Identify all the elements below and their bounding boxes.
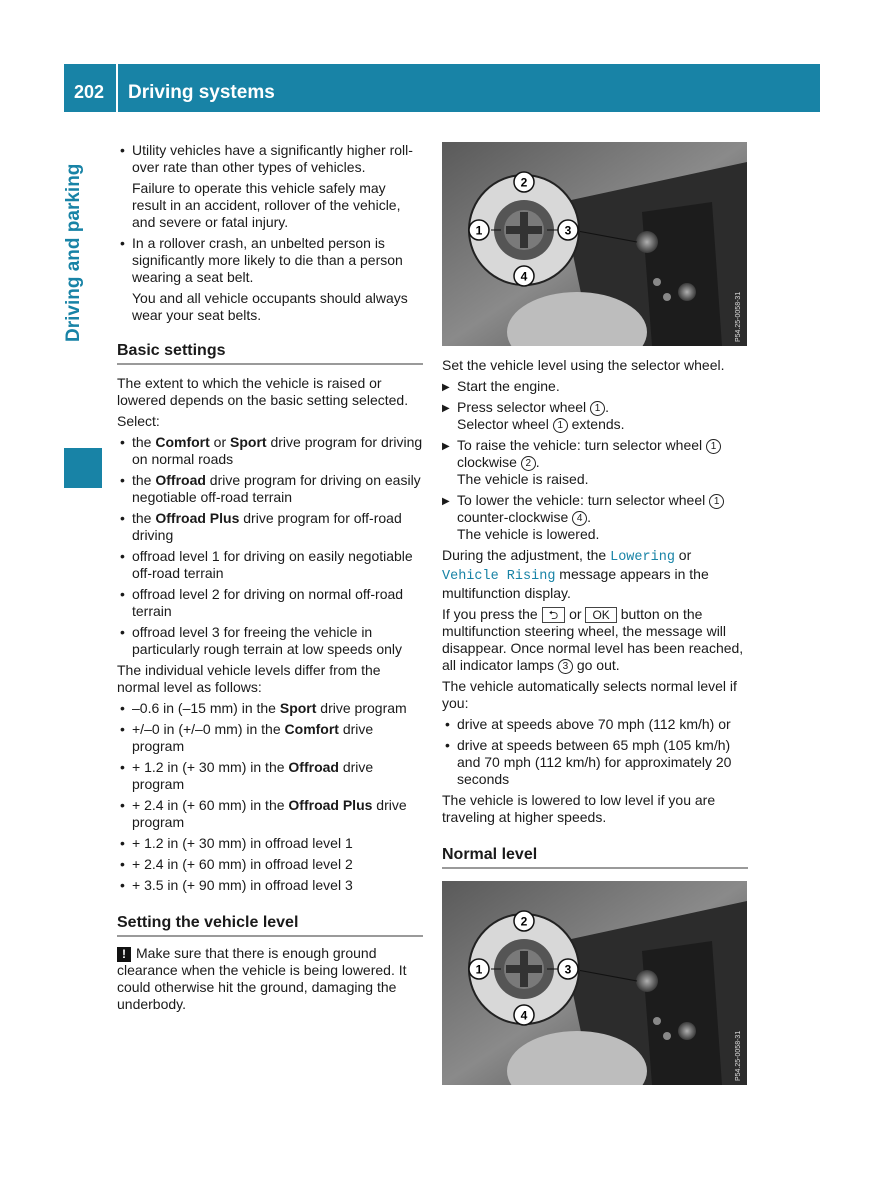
list-item: • drive at speeds above 70 mph (112 km/h) or: [442, 716, 748, 733]
callout-ref-3: 3: [558, 659, 573, 674]
callout-4: 4: [520, 1008, 528, 1023]
callout-ref-1: 1: [709, 494, 724, 509]
callout-ref-4: 4: [572, 511, 587, 526]
callout-2: 2: [520, 914, 528, 929]
step-item: ▶ Press selector wheel 1 . Selector wheel 1 extends.: [442, 399, 748, 433]
callout-ref-1: 1: [706, 439, 721, 454]
header-divider: [116, 64, 118, 112]
level-item: • + 3.5 in (+ 90 mm) in offroad level 3: [117, 877, 423, 894]
warning-text: Make sure that there is enough ground clearance when the vehicle is being lowered. It could otherwise hit the ground, damaging the underbody.: [117, 945, 407, 1012]
level-item: • +/–0 in (+/–0 mm) in the Comfort drive program: [117, 721, 423, 755]
step-item: ▶ Start the engine.: [442, 378, 748, 395]
warning-notice: [117, 945, 423, 1013]
chapter-marker: [64, 448, 102, 488]
step-item: ▶ To raise the vehicle: turn selector wheel 1 clockwise 2 . The vehicle is raised.: [442, 437, 748, 488]
program-item: • offroad level 1 for driving on easily negotiable off-road terrain: [117, 548, 423, 582]
basic-settings-heading: Basic settings: [117, 342, 423, 365]
level-list: [117, 700, 423, 894]
level-item: • + 1.2 in (+ 30 mm) in the Offroad drive program: [117, 759, 423, 793]
list-item-detail: Failure to operate this vehicle safely may result in an accident, rollover of the vehicle, and severe or fatal injury.: [132, 180, 401, 230]
normal-level-heading: Normal level: [442, 846, 748, 869]
selector-wheel-photo: [442, 142, 747, 346]
callout-ref-2: 2: [521, 456, 536, 471]
auto-intro: The vehicle automatically selects normal level if you:: [442, 678, 737, 711]
list-item-detail: You and all vehicle occupants should always wear your seat belts.: [132, 290, 408, 323]
photo-code: P54.25-0058-31: [735, 291, 742, 342]
program-item: • the Offroad drive program for driving on easily negotiable off-road terrain: [117, 472, 423, 506]
callout-ref-1: 1: [590, 401, 605, 416]
step-item: ▶ To lower the vehicle: turn selector wheel 1 counter-clockwise 4 . The vehicle is lowered.: [442, 492, 748, 543]
section-title: Driving systems: [128, 82, 275, 103]
photo-code: P54.25-0058-31: [735, 1030, 742, 1081]
warning-icon: !: [117, 947, 131, 962]
page-header: [64, 64, 820, 112]
level-item: • + 2.4 in (+ 60 mm) in offroad level 2: [117, 856, 423, 873]
chapter-tab: [64, 112, 102, 488]
chapter-label: Driving and parking: [63, 163, 84, 342]
level-item: • –0.6 in (–15 mm) in the Sport drive program: [117, 700, 423, 717]
callout-3: 3: [564, 962, 572, 977]
list-item: • drive at speeds between 65 mph (105 km/h) and 70 mph (112 km/h) for approximately 20 seconds: [442, 737, 748, 788]
callout-1: 1: [475, 223, 483, 238]
program-list: [117, 434, 423, 658]
program-item: • offroad level 2 for driving on normal off-road terrain: [117, 586, 423, 620]
display-message-rising: Vehicle Rising: [442, 569, 556, 584]
list-item: • In a rollover crash, an unbelted person is significantly more likely to die than a person wearing a seat belt.: [117, 235, 423, 286]
select-label: Select:: [117, 413, 160, 429]
page-number: 202: [74, 82, 105, 102]
levels-intro: The individual vehicle levels differ from the normal level as follows:: [117, 662, 381, 695]
right-column: [442, 357, 748, 869]
program-item: • the Comfort or Sport drive program for driving on normal roads: [117, 434, 423, 468]
adjustment-text: During the adjustment, the Lowering or Vehicle Rising message appears in the multifunction display.: [442, 547, 709, 601]
basic-settings-intro: The extent to which the vehicle is raised or lowered depends on the basic setting selected.: [117, 375, 409, 408]
setting-level-heading: Setting the vehicle level: [117, 914, 423, 937]
left-column: [117, 142, 423, 1017]
ok-key-icon: OK: [585, 607, 616, 623]
callout-1: 1: [475, 962, 483, 977]
program-item: • the Offroad Plus drive program for off-road driving: [117, 510, 423, 544]
display-message-lowering: Lowering: [610, 550, 675, 565]
list-item: • Utility vehicles have a significantly higher roll-over rate than other types of vehicles.: [117, 142, 423, 176]
callout-4: 4: [520, 269, 528, 284]
selector-wheel-photo: [442, 881, 747, 1085]
lowered-text: The vehicle is lowered to low level if you are traveling at higher speeds.: [442, 792, 716, 825]
level-item: • + 2.4 in (+ 60 mm) in the Offroad Plus drive program: [117, 797, 423, 831]
press-text: If you press the ⮌ or OK button on the multifunction steering wheel, the message will disappear. Once normal level has been reached, all indicator lamps 3 go out.: [442, 606, 744, 673]
level-item: • + 1.2 in (+ 30 mm) in offroad level 1: [117, 835, 423, 852]
callout-2: 2: [520, 175, 528, 190]
back-key-icon: ⮌: [542, 607, 566, 623]
set-intro: Set the vehicle level using the selector wheel.: [442, 357, 725, 373]
callout-3: 3: [564, 223, 572, 238]
callout-ref-1: 1: [553, 418, 568, 433]
program-item: • offroad level 3 for freeing the vehicle in particularly rough terrain at low speeds only: [117, 624, 423, 658]
